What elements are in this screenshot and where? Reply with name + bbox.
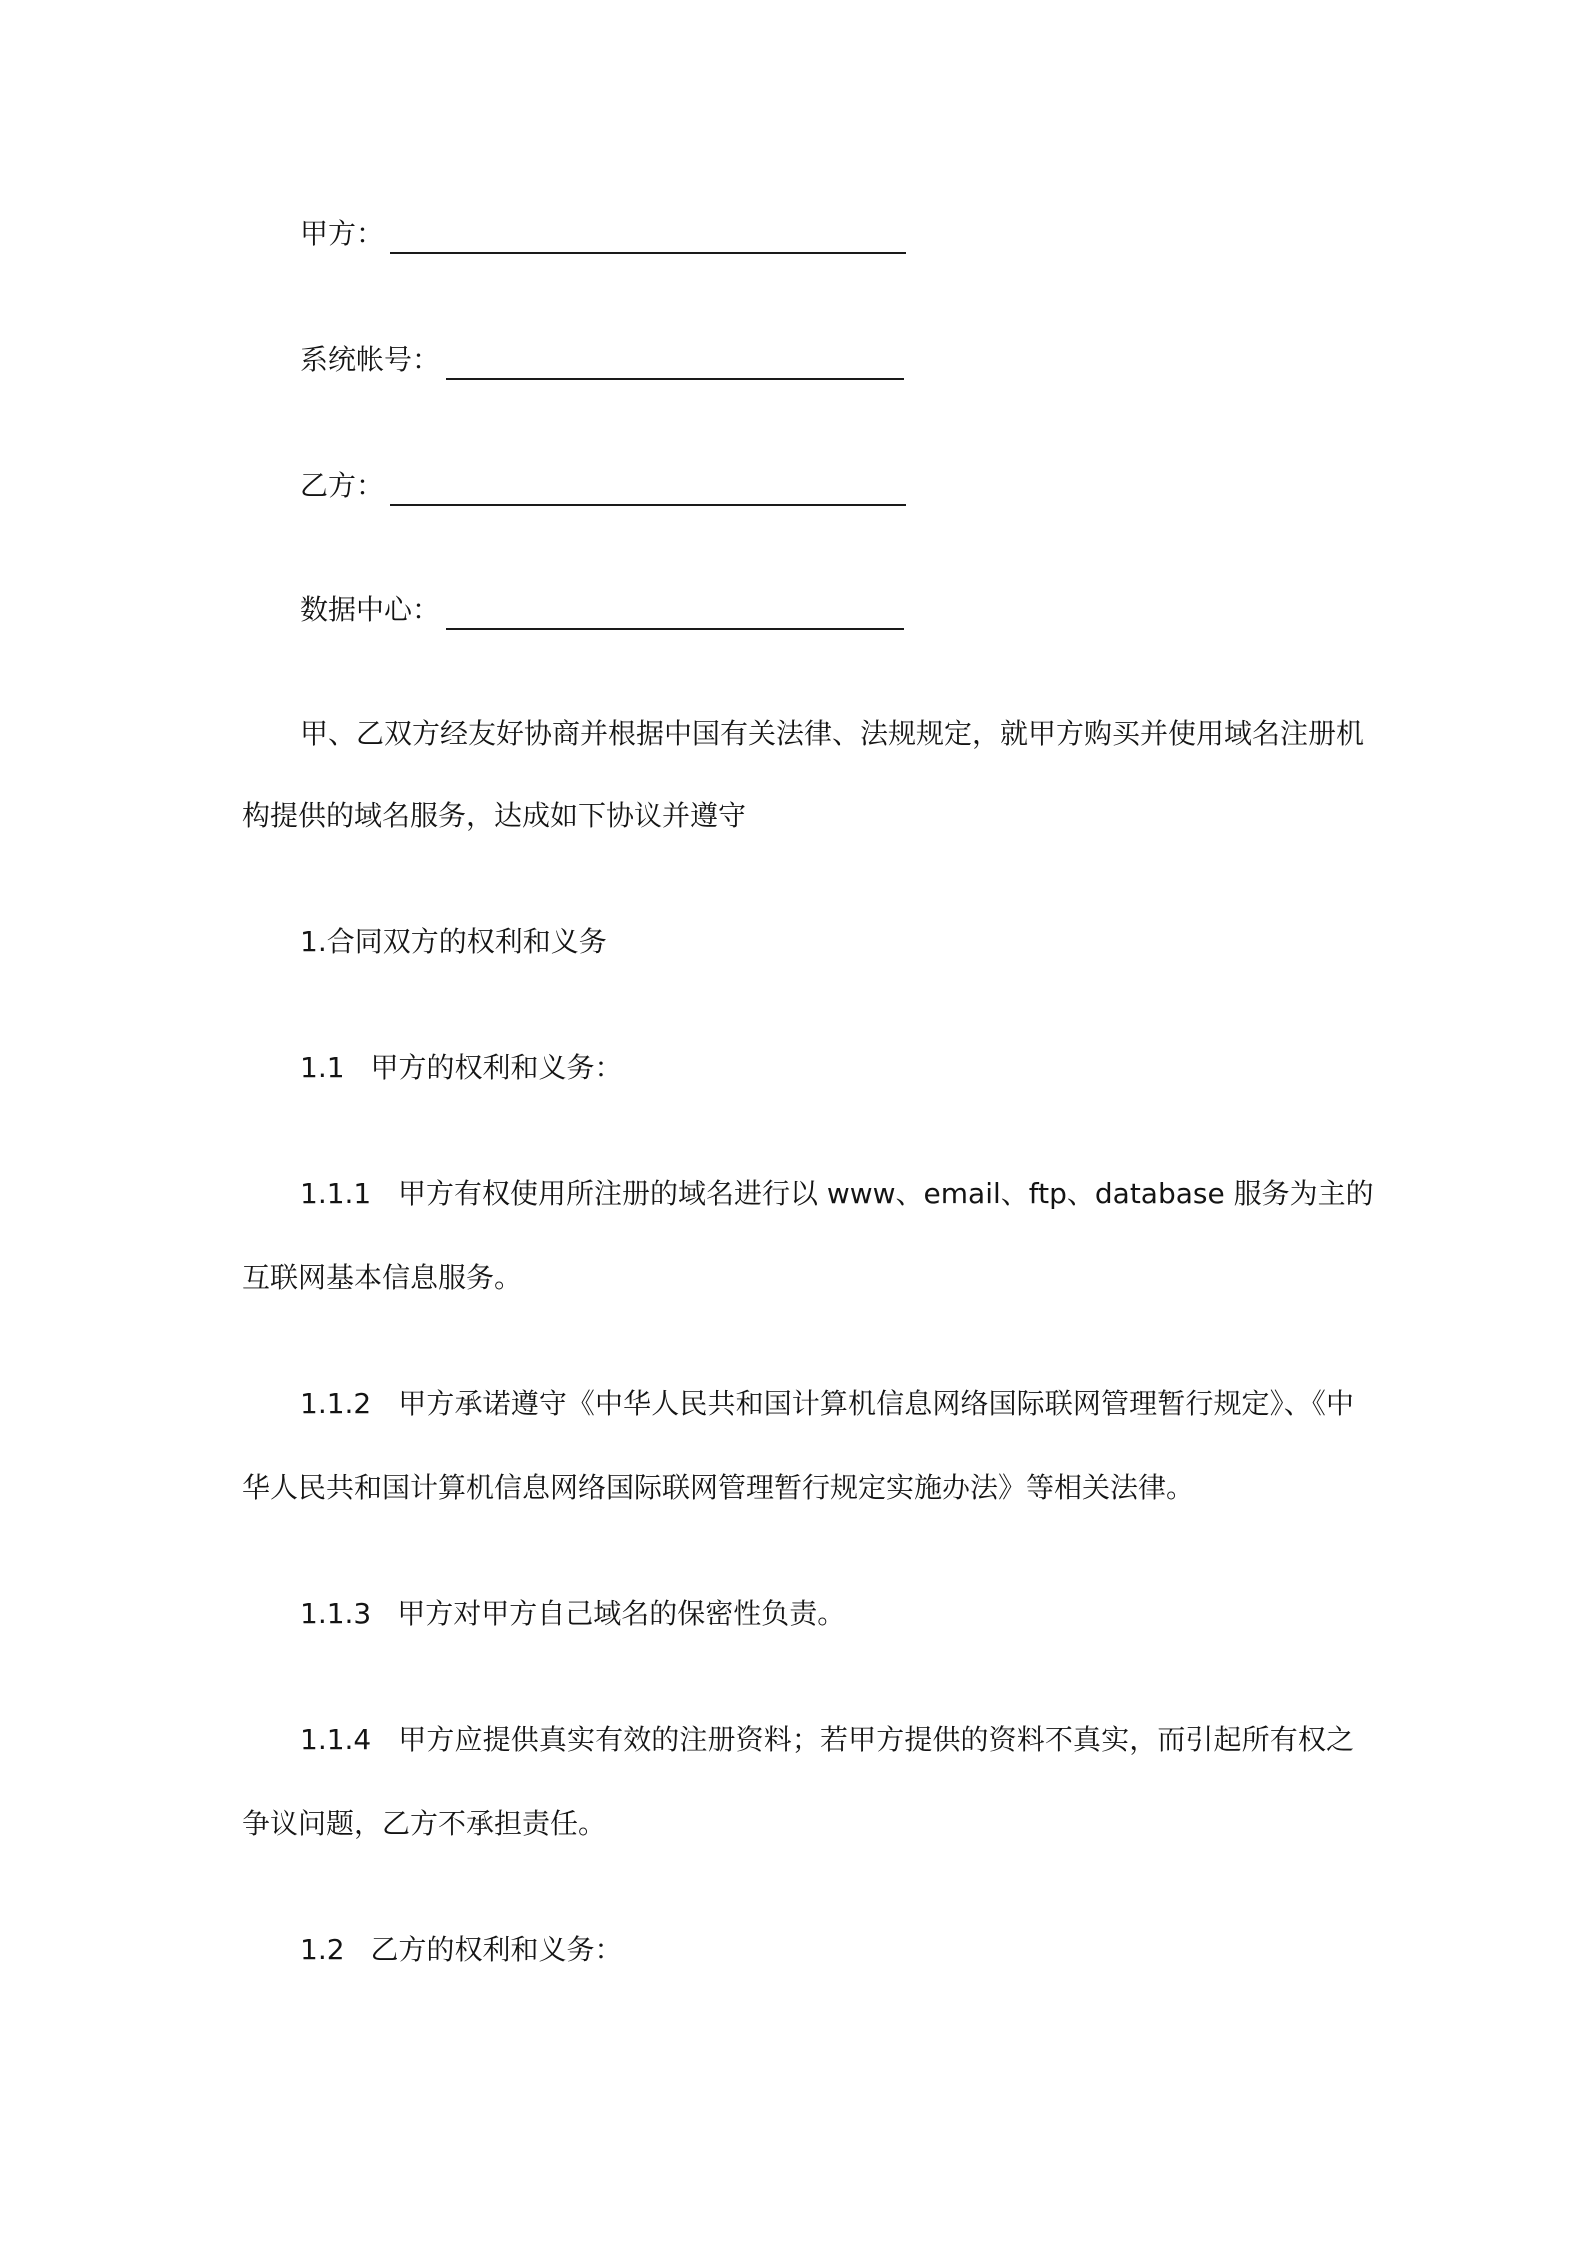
party-a-label: 甲方： (300, 217, 385, 250)
clause-1-2-text: 乙方的权利和义务： (370, 1933, 623, 1966)
section-1-title: 1.合同双方的权利和义务 (300, 925, 607, 958)
system-account-blank (446, 348, 904, 380)
clause-1-1 (300, 1048, 623, 1088)
party-b-label: 乙方： (300, 469, 385, 502)
clause-1-1-3 (300, 1594, 845, 1634)
clause-1-1-3-text: 甲方对甲方自己域名的保密性负责。 (397, 1597, 846, 1630)
party-a-blank (390, 222, 906, 254)
clause-1-1-3-number: 1.1.3 (300, 1597, 372, 1630)
clause-1-1-2-text-1: 甲方承诺遵守《中华人民共和国计算机信息网络国际联网管理暂行规定》、《中 (398, 1387, 1354, 1420)
data-center-field (300, 590, 904, 630)
clause-1-1-2-number: 1.1.2 (300, 1387, 372, 1420)
clause-1-1-1-line-2: 互联网基本信息服务。 (242, 1261, 523, 1294)
party-b-field (300, 466, 906, 506)
clause-1-2 (300, 1930, 623, 1970)
clause-1-1-text: 甲方的权利和义务： (370, 1051, 623, 1084)
system-account-label: 系统帐号： (300, 343, 441, 376)
preamble-line-1: 甲、乙双方经友好协商并根据中国有关法律、法规规定，就甲方购买并使用域名注册机 (300, 717, 1365, 750)
party-b-blank (390, 474, 906, 506)
clause-1-1-4-number: 1.1.4 (300, 1723, 372, 1756)
clause-1-1-number: 1.1 (300, 1051, 345, 1084)
clause-1-1-2-line-2: 华人民共和国计算机信息网络国际联网管理暂行规定实施办法》等相关法律。 (242, 1471, 1195, 1504)
clause-1-1-1-text-1: 甲方有权使用所注册的域名进行以 www、email、ftp、database 服务为主的 (397, 1177, 1374, 1210)
data-center-label: 数据中心： (300, 593, 441, 626)
system-account-field (300, 340, 904, 380)
data-center-blank (446, 598, 904, 630)
clause-1-2-number: 1.2 (300, 1933, 345, 1966)
clause-1-1-1-number: 1.1.1 (300, 1177, 372, 1210)
party-a-field (300, 214, 906, 254)
clause-1-1-1-line-1 (300, 1174, 1374, 1214)
clause-1-1-4-text-1: 甲方应提供真实有效的注册资料；若甲方提供的资料不真实，而引起所有权之 (398, 1723, 1354, 1756)
preamble-line-2: 构提供的域名服务，达成如下协议并遵守 (242, 799, 747, 832)
clause-1-1-4-line-1 (300, 1720, 1354, 1760)
clause-1-1-2-line-1 (300, 1384, 1354, 1424)
clause-1-1-4-line-2: 争议问题，乙方不承担责任。 (242, 1807, 607, 1840)
